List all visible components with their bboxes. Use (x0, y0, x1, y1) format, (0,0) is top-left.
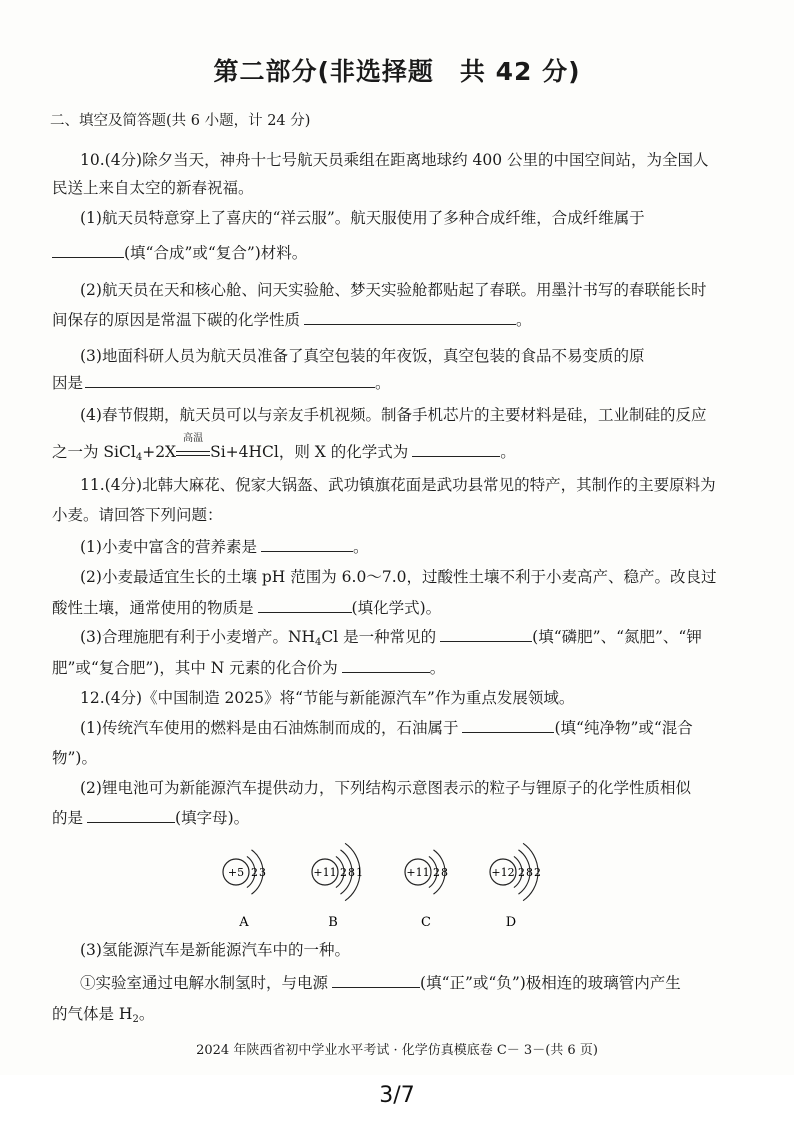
q12-part3-1-blank[interactable] (332, 973, 420, 988)
q11-part2-line1: (2)小麦最适宜生长的土壤 pH 范围为 6.0～7.0，过酸性土壤不利于小麦高产、稳产。改良过 (80, 568, 717, 586)
shell-electron-count: 8 (441, 866, 448, 879)
q10-part3-blank[interactable] (85, 373, 375, 388)
shell-electron-count: 8 (348, 866, 355, 879)
q11-part1: (1)小麦中富含的营养素是 。 (80, 538, 369, 556)
atom-diagram-a (223, 850, 266, 930)
q11-part1-blank[interactable] (261, 537, 353, 552)
q11-part2-blank[interactable] (258, 598, 352, 613)
q12-part3-1-line2: 的气体是 $H_2$。 (52, 1005, 155, 1025)
q10-part4-line1: (4)春节假期，航天员可以与亲友手机视频。制备手机芯片的主要材料是硅，工业制硅的反应 (80, 406, 707, 424)
atom-diagram-d (490, 843, 541, 930)
q11-part3-blank2[interactable] (342, 658, 430, 673)
q11-intro-line1: 11.(4分)北韩大麻花、倪家大锅盔、武功镇旗花面是武功县常见的特产，其制作的主要原料为 (80, 476, 716, 494)
q10-intro-line2: 民送上来自太空的新春祝福。 (52, 179, 254, 197)
page-indicator: 3/7 (379, 1083, 415, 1108)
atom-option-label: D (505, 915, 517, 930)
nucleus-charge: +12 (491, 866, 515, 879)
q10-part2-line1: (2)航天员在天和核心舱、问天实验舱、梦天实验舱都贴起了春联。用墨汁书写的春联能长时 (80, 281, 707, 299)
atom-option-label: A (239, 915, 249, 930)
q11-intro-line2: 小麦。请回答下列问题： (52, 506, 223, 524)
q12-part1-line2: 物”)。 (52, 749, 97, 767)
atom-structure-diagrams (0, 822, 794, 932)
q10-part4-line2: 之一为 SiCl$_4$+2X 高温 Si+4HCl，则 X 的化学式为 。 (52, 433, 516, 463)
shell-electron-count: 2 (251, 866, 258, 879)
q10-part2-blank[interactable] (304, 310, 516, 325)
atom-diagram-b (312, 843, 363, 930)
q10-part3-line1: (3)地面科研人员为航天员准备了真空包装的年夜饭，真空包装的食品不易变质的原 (80, 347, 645, 365)
q12-part3: (3)氢能源汽车是新能源汽车中的一种。 (80, 941, 350, 959)
shell-electron-count: 2 (340, 866, 347, 879)
q11-part3-blank1[interactable] (440, 627, 532, 642)
q11-part3-line2: 肥”或“复合肥”)，其中 N 元素的化合价为 。 (52, 659, 446, 677)
q10-part2-line2: 间保存的原因是常温下碳的化学性质 。 (52, 311, 532, 329)
q12-part1-line1: (1)传统汽车使用的燃料是由石油炼制而成的，石油属于 (填“纯净物”或“混合 (80, 719, 693, 737)
q12-part2-blank[interactable] (87, 808, 175, 823)
reaction-condition: 高温 (176, 442, 210, 462)
nucleus-charge: +5 (227, 866, 245, 879)
page-footer: 2024 年陕西省初中学业水平考试 · 化学仿真模底卷 C－ 3－(共 6 页) (196, 1043, 598, 1058)
q10-part4-blank[interactable] (412, 442, 500, 457)
q12-part3-1-line1: ①实验室通过电解水制氢时，与电源 (填“正”或“负”)极相连的玻璃管内产生 (80, 974, 681, 992)
q12-part2-line2: 的是 (填字母)。 (52, 809, 250, 827)
shell-electron-count: 2 (534, 866, 541, 879)
nucleus-charge: +11 (406, 866, 430, 879)
q10-part1-line1: (1)航天员特意穿上了喜庆的“祥云服”。航天服使用了多种合成纤维，合成纤维属于 (80, 209, 645, 227)
q10-part3-line2: 因是 。 (52, 374, 391, 392)
atom-option-label: C (421, 915, 431, 930)
q11-part2-line2: 酸性土壤，通常使用的物质是 (填化学式)。 (52, 599, 442, 617)
atom-option-label: B (328, 915, 338, 930)
q11-part3-line1: (3)合理施肥有利于小麦增产。$NH_4Cl$ 是一种常见的 (填“磷肥”、“氮肥”、“钾 (80, 628, 702, 648)
nucleus-charge: +11 (313, 866, 337, 879)
shell-electron-count: 1 (356, 866, 363, 879)
q12-part2-line1: (2)锂电池可为新能源汽车提供动力，下列结构示意图表示的粒子与锂原子的化学性质相似 (80, 779, 691, 797)
q10-part1-blank[interactable] (52, 243, 124, 258)
atom-diagram-c (405, 850, 448, 930)
q12-part1-blank[interactable] (462, 718, 554, 733)
shell-electron-count: 3 (259, 866, 266, 879)
q12-intro: 12.(4分)《中国制造 2025》将“节能与新能源汽车”作为重点发展领域。 (80, 689, 575, 707)
q10-intro-line1: 10.(4分)除夕当天，神舟十七号航天员乘组在距离地球约 400 公里的中国空间站，为全国人 (80, 151, 709, 169)
shell-electron-count: 2 (518, 866, 525, 879)
section-header: 二、填空及简答题(共 6 小题，计 24 分) (50, 113, 311, 129)
shell-electron-count: 2 (433, 866, 440, 879)
page-title: 第二部分(非选择题 共 42 分) (213, 57, 581, 86)
q10-part1-line2: (填“合成”或“复合”)材料。 (52, 243, 307, 263)
shell-electron-count: 8 (526, 866, 533, 879)
